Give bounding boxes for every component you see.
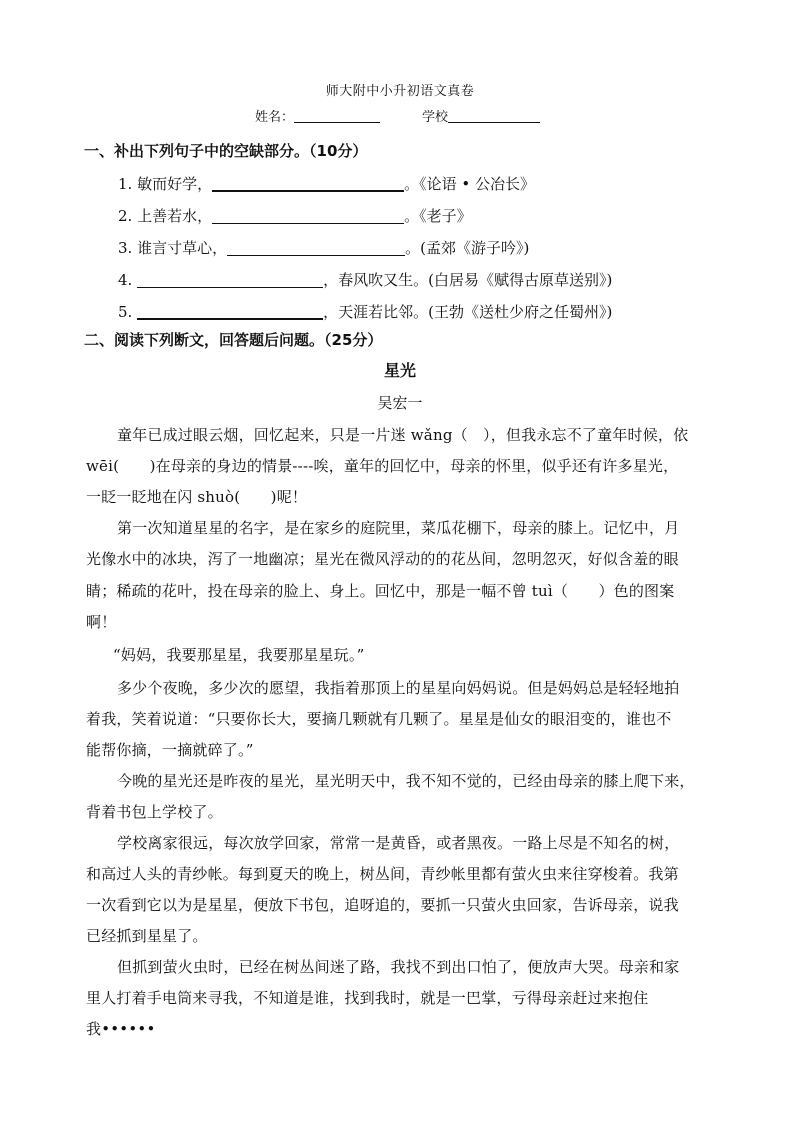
essay-line: 我•••••• xyxy=(86,1020,156,1038)
essay-line: wēi( )在母亲的身边的情景----唉，童年的回忆中，母亲的怀里，似乎还有许多星光， xyxy=(86,457,679,475)
essay-line: “妈妈，我要那星星，我要那星星玩。” xyxy=(113,646,365,664)
essay-title: 星光 xyxy=(383,361,416,380)
essay-line: 但抓到萤火虫时，已经在树丛间迷了路，我找不到出口怕了，便放声大哭。母亲和家 xyxy=(117,958,680,976)
question-1-blank[interactable] xyxy=(212,174,404,192)
essay-line: 着我，笑着说道：“只要你长大，要摘几颗就有几颗了。星星是仙女的眼泪变的，谁也不 xyxy=(86,710,672,728)
essay-line: 已经抓到星星了。 xyxy=(86,927,208,945)
question-3 xyxy=(118,237,529,258)
question-4-blank[interactable] xyxy=(137,271,323,288)
question-3-blank[interactable] xyxy=(227,239,405,256)
question-1-prefix: 1. 敏而好学， xyxy=(118,175,213,193)
name-field[interactable] xyxy=(294,109,380,123)
essay-line: 背着书包上学校了。 xyxy=(86,803,223,821)
essay-line: 啊！ xyxy=(86,613,117,631)
question-4-prefix: 4. xyxy=(118,271,138,289)
essay-line: 和高过人头的青纱帐。每到夏天的晚上，树丛间，青纱帐里都有萤火虫来往穿梭着。我第 xyxy=(86,865,679,883)
question-1-suffix: 。《论语 • 公冶长》 xyxy=(404,175,535,193)
section1-heading: 一、补出下列句子中的空缺部分。（10分） xyxy=(84,142,368,160)
question-4 xyxy=(118,269,612,290)
essay-line: 今晚的星光还是昨夜的星光，星光明天中，我不知不觉的，已经由母亲的膝上爬下来， xyxy=(117,772,695,790)
question-5-blank[interactable] xyxy=(137,302,323,320)
school-label: 学校 xyxy=(422,110,449,125)
question-2-prefix: 2. 上善若水， xyxy=(118,207,213,225)
exam-title: 师大附中小升初语文真卷 xyxy=(325,84,475,99)
question-3-prefix: 3. 谁言寸草心， xyxy=(118,239,228,257)
school-field[interactable] xyxy=(448,109,540,123)
question-5-suffix: ，天涯若比邻。(王勃《送杜少府之任蜀州》) xyxy=(323,303,613,321)
essay-line: 一次看到它以为是星星，便放下书包，追呀追的，要抓一只萤火虫回家，告诉母亲，说我 xyxy=(86,896,679,914)
question-5 xyxy=(118,301,612,322)
essay-line: 多少个夜晚，多少次的愿望，我指着那顶上的星星向妈妈说。但是妈妈总是轻轻地拍 xyxy=(117,679,680,697)
essay-line: 里人打着手电筒来寻我，不知道是谁，找到我时，就是一巴掌，亏得母亲赶过来抱住 xyxy=(86,989,649,1007)
name-label: 姓名： xyxy=(255,110,295,125)
essay-author: 吴宏一 xyxy=(377,394,423,412)
student-info-row xyxy=(255,106,540,125)
question-1 xyxy=(118,173,535,194)
section2-heading: 二、阅读下列断文，回答题后问题。（25分） xyxy=(84,331,383,349)
question-3-suffix: 。(孟郊《游子吟》) xyxy=(405,239,530,257)
essay-line: 睛；稀疏的花叶，投在母亲的脸上、身上。回忆中，那是一幅不曾 tuì（ ）色的图案 xyxy=(86,582,675,600)
essay-line: 能帮你摘，一摘就碎了。” xyxy=(86,741,254,759)
question-4-suffix: ，春风吹又生。(白居易《赋得古原草送别》) xyxy=(323,271,613,289)
question-2-suffix: 。《老子》 xyxy=(404,207,472,225)
question-2 xyxy=(118,205,472,226)
essay-line: 光像水中的冰块，泻了一地幽凉；星光在微风浮动的的花丛间，忽明忽灭，好似含羞的眼 xyxy=(86,550,679,568)
question-5-prefix: 5. xyxy=(118,303,138,321)
question-2-blank[interactable] xyxy=(212,207,404,224)
essay-line: 学校离家很远，每次放学回家，常常一是黄昏，或者黑夜。一路上尽是不知名的树， xyxy=(117,834,680,852)
essay-line: 童年已成过眼云烟，回忆起来，只是一片迷 wǎng（ ），但我永忘不了童年时候，依 xyxy=(117,426,689,444)
essay-line: 一眨一眨地在闪 shuò( )呢！ xyxy=(86,488,308,506)
essay-line: 第一次知道星星的名字，是在家乡的庭院里，菜瓜花棚下，母亲的膝上。记忆中，月 xyxy=(117,519,680,537)
